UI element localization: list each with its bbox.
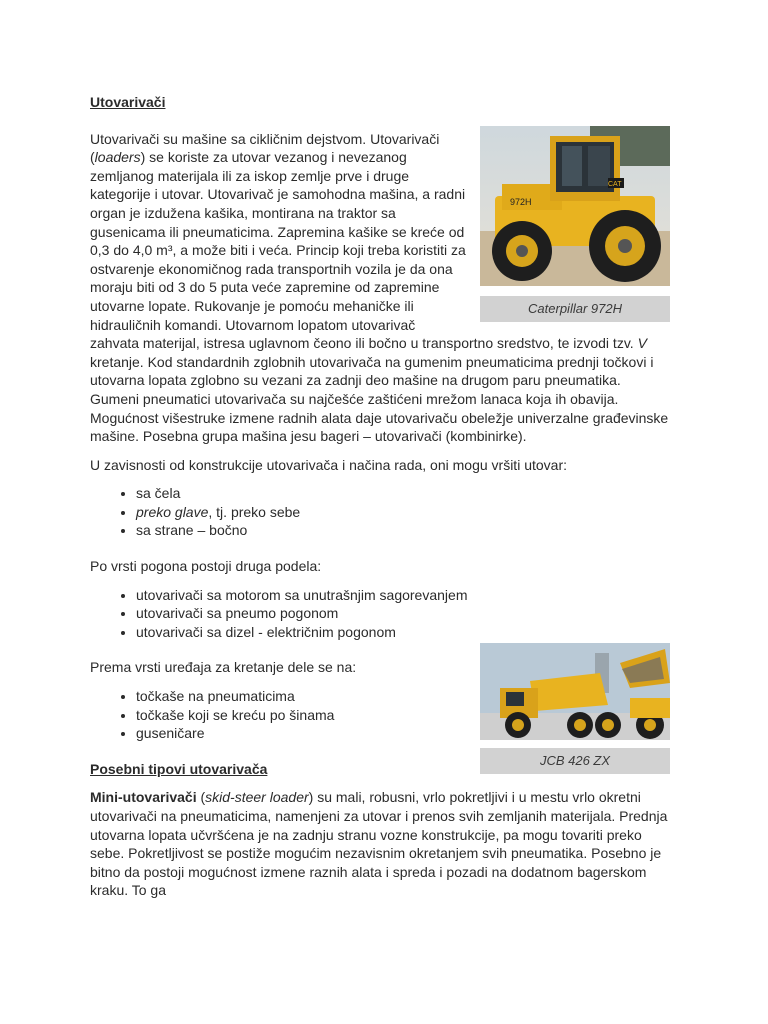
- section-heading-special-types: Posebni tipovi utovarivača: [90, 760, 268, 777]
- paragraph-drive-types: Po vrsti pogona postoji druga podela:: [90, 558, 322, 575]
- list-item: • sa čela: [136, 484, 670, 503]
- paragraph-movement-types: Prema vrsti uređaja za kretanje dele se na:: [90, 659, 357, 676]
- figure-caption-caterpillar: Caterpillar 972H: [480, 296, 670, 322]
- mini-loaders-term: Mini-utovarivači: [90, 789, 197, 806]
- section-heading-loaders: Utovarivači: [90, 94, 166, 110]
- document-page: [90, 93, 670, 910]
- mini-text-a: (: [196, 789, 206, 806]
- list-item: [136, 503, 670, 522]
- list-loading-modes: [90, 484, 670, 540]
- svg-text:CAT: CAT: [608, 180, 622, 188]
- intro-text-b: ) se koriste za utovar vezanog i nevezanog zemljanog materijala ili za iskop zemlje prve i druge kategorije i utovar. Utovarivač je samohodna mašina, a radni organ je izdužena kašika, montirana na traktor sa gusenicama ili pneumaticima. Zapremina kašike se kreće od 0,3 do 4,0 m³, a može biti i veća. Princip koji treba koristiti za ostvarenje ekonomičnog rada transportnih vozila je da ona moraju biti od 3 do 5 puta veće zapremine od zapremine utovarne lopate. Rukovanje je pomoću mehaničke ili hidrauličnih komandi. Utovarnom lopatom utovarivač zahvata materijal, istresa uglavnom čeono ili bočno u transportno sredstvo, te izvodi tzv.: [90, 149, 638, 352]
- list-item-suffix: , tj. preko sebe: [208, 503, 301, 520]
- caterpillar-loader-photo: [480, 126, 670, 286]
- loaders-term: loaders: [94, 149, 141, 166]
- list-drive-types: [90, 586, 670, 642]
- figure-jcb: [480, 643, 670, 774]
- svg-text:972H: 972H: [510, 196, 532, 207]
- list-item: • sa strane – bočno: [136, 521, 670, 540]
- figure-caption-jcb: JCB 426 ZX: [480, 748, 670, 774]
- figure-caterpillar: [480, 126, 670, 322]
- jcb-loader-photo: [480, 643, 670, 740]
- mini-text-b: ) su mali, robusni, vrlo pokretljivi i u mestu vrlo okretni utovarivači na pneumaticima, namenjeni za utovar i prenos svih zemljanih materijala. Prednja utovarna lopata učvršćena je na zadnju stranu vozne konstrukcije, pa mogu tovariti preko sebe. Pokretljivost se postiže mogućim nezavisnim okretanjem svih pneumatika. Posebno je bitno da postoji mogućnost izmene raznih alata i spreda i pozadi na dodatnom bagerskom kraku. To ga: [90, 789, 668, 899]
- intro-text-c: kretanje. Kod standardnih zglobnih utovarivača na gumenim pneumaticima prednji točkovi i utovarna lopata zglobno su vezani za zadnji deo mašine na drugom paru pneumatika. Gumeni pneumatici utovarivača su najčešće zaštićeni mrežom lanaca koja ih obavija. Mogućnost višestruke izmene radnih alata daje utovarivaču obeležje univerzalne građevinske mašine. Posebna grupa mašina jesu bageri – utovarivači (kombinirke).: [90, 353, 669, 445]
- v-term: V: [637, 335, 647, 352]
- list-item: • utovarivači sa dizel - električnim pogonom: [136, 623, 670, 642]
- list-item-italic: preko glave: [136, 503, 209, 520]
- list-item: • točkaše koji se kreću po šinama: [136, 706, 670, 725]
- list-item: • točkaše na pneumaticima: [136, 687, 670, 706]
- list-item: • guseničare: [136, 724, 670, 743]
- skid-steer-term: skid-steer loader: [205, 789, 309, 806]
- intro-text-a: Utovarivači su mašine sa cikličnim dejstvom. Utovarivači (: [90, 130, 440, 166]
- paragraph-loading-modes: U zavisnosti od konstrukcije utovarivača i načina rada, oni mogu vršiti utovar:: [90, 456, 567, 473]
- list-item: • utovarivači sa pneumo pogonom: [136, 604, 670, 623]
- paragraph-mini-loaders: [90, 788, 670, 900]
- list-item: • utovarivači sa motorom sa unutrašnjim sagorevanjem: [136, 586, 670, 605]
